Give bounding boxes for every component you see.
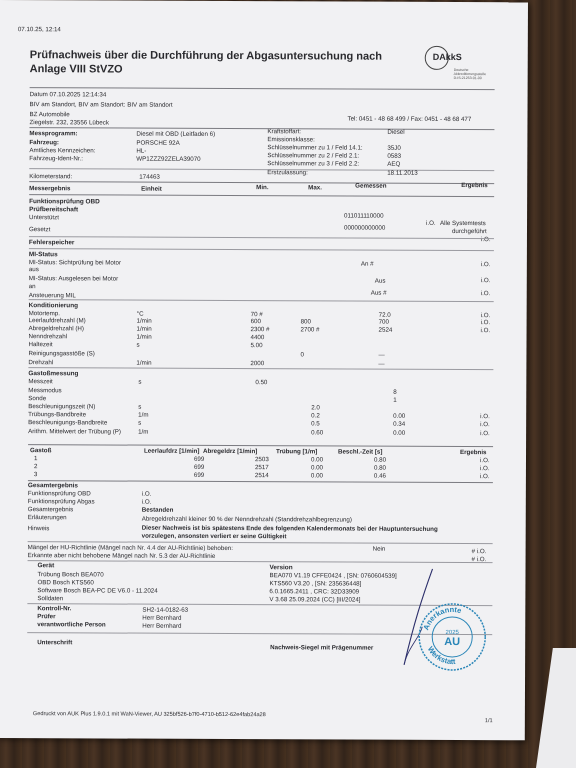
kond-row-min: 2300 # [250,326,270,334]
dakks-logo [425,46,487,80]
gas-row-name: Beschleunigungs-Bandbreite [28,419,108,427]
document-title-line1: Prüfnachweis über die Durchführung der Abgasuntersuchung nach [29,49,383,63]
company-phone: Tel: 0451 - 48 68 499 / Fax: 0451 - 48 68 477 [347,115,472,124]
ez-label: Erstzulassung: [267,169,308,177]
kond-row-value: 2524 [378,326,393,334]
s1-label: Schlüsselnummer zu 1 / Feld 14.1: [267,144,363,152]
gasstoss-cell: 2514 [254,472,269,480]
mil-row1-line1: MI-Status: Sichtprüfung bei Motor [28,259,122,267]
s1-value: 35J0 [387,144,401,152]
kond-row-min: 70 # [250,311,263,319]
gas-row-value: 0.00 [393,412,406,420]
company-address: Ziegelstr. 232, 23556 Lübeck [29,119,109,127]
gasstoss-cell: 0.00 [310,472,323,480]
maengel-offen-label: Erkannte aber nicht behobene Mängel nach Nr. 5.3 der AU-Richtlinie [27,552,216,560]
gasstoss-header-cell: Beschl.-Zeit [s] [338,448,383,456]
divider [29,168,494,171]
gesamt-abgas-value: i.O. [141,498,152,506]
mil-row1-value: An # [360,260,374,268]
gas-row-name: Sonde [28,395,47,403]
col-einheit: Einheit [141,185,162,193]
kond-row-result: i.O. [480,319,491,327]
divider [29,248,494,251]
mil-row2-result: i.O. [480,277,491,285]
kond-row-name: Drehzahl [28,359,54,367]
kond-row-value: — [378,351,385,359]
kond-row-max: 800 [300,318,311,326]
maengel-offen-result: # i.O. [471,556,487,564]
gas-row-result: i.O. [480,430,490,438]
gasstoss-cell: 3 [33,471,38,479]
obd-gesetzt-result: i.O. [480,236,491,244]
printed-by: Gedruckt von AUK Plus 1.9.0.1 mit WaN-Viewer, AU 325bf526-b7f0-4710-b512-62e4fab24a28 [32,711,266,719]
mil-section-title: MI-Status [28,251,58,259]
messprogramm-label: Messprogramm: [29,130,78,138]
fahrzeug-label: Fahrzeug: [29,139,59,147]
mil-row3-label: Ansteuerung MIL [28,292,76,300]
gas-row-value: 8 [393,388,397,396]
gasstoss-cell: 0.00 [310,464,324,472]
gas-row-result: i.O. [480,421,490,429]
siegel-label: Nachweis-Siegel mit Prägenummer [270,644,374,652]
gesamt-abgas-label: Funktionsprüfung Abgas [27,498,95,506]
erlaeuterungen-value: Abregeldrehzahl kleiner 90 % der Nenndrehzahl (Standdrehzahlbegrenzung) [141,515,352,524]
gas-row-name: Arithm. Mittelwert der Trübung (P) [28,428,121,436]
divider [29,194,494,197]
kond-row-max: 0 [300,351,304,359]
maengel-behoben-label: Mängel der HU-Richtlinie (Mängel nach Nr. 4.4 der AU-Richtlinie) behoben: [27,544,233,553]
gasstoss-header-cell: Abregeldrz [1/min] [203,447,258,456]
geraet-row-version: BEA070 V1.19 CFFE0424 , [SN: 0760604539] [269,572,397,580]
mil-row3-value: Aus # [370,289,387,297]
gasstoss-cell: 0.00 [310,456,324,464]
s2-label: Schlüsselnummer zu 2 / Feld 2.1: [267,152,360,160]
gesamt-section-title: Gesamtergebnis [27,482,78,490]
gas-row-value: 0.00 [393,429,406,437]
gas-row-value: 1 [393,396,397,404]
geraet-row-version: 6.0.1665.2411 , CRC: 32D33909 [269,588,360,596]
col-ergebnis: Ergebnis [461,182,488,190]
gasstoss-cell: 0.80 [373,464,387,472]
gas-row-name: Messmodus [28,387,62,395]
gas-row-max: 2.0 [311,404,320,412]
obd-unterstuetzt-result: i.O. [426,219,436,227]
divider [29,299,494,302]
ident-value: WP1ZZZ92ZELA39070 [136,155,201,163]
divider [29,127,494,130]
mil-row3-result: i.O. [480,290,491,298]
gasstoss-cell: i.O. [479,457,490,465]
obd-unterstuetzt-value: 011011110000 [344,212,384,220]
kond-row-name: Motortemp. [28,310,60,318]
col-gemessen: Gemessen [355,182,387,190]
gas-row-unit: s [138,403,142,411]
kond-row-min: 4400 [250,334,265,342]
verantw-value: Herr Bernhard [142,622,182,630]
seal-top-text: Anerkannte [421,604,463,632]
kond-row-result: i.O. [480,327,491,335]
gasstoss-header-cell: Gastoß [30,447,52,455]
gasstoss-header-cell: Ergebnis [460,449,487,457]
obd-gesetzt-label: Gesetzt [28,226,51,234]
gesamt-obd-value: i.O. [141,490,152,498]
maengel-behoben-result: # i.O. [471,548,487,556]
gasstoss-cell: 2 [33,463,38,471]
gasstoss-cell: i.O. [479,465,490,473]
obd-note-line2: durchgeführt [451,227,487,236]
kraftstoff-label: Kraftstoffart: [267,128,302,136]
obd-note-line1: Alle Systemtests [440,219,486,228]
fahrzeug-value: PORSCHE 92A [136,139,180,147]
print-timestamp: 07.10.25, 12:14 [17,26,61,34]
km-label: Kilometerstand: [29,173,73,181]
kond-row-unit: 1/min [136,333,152,341]
kond-row-name: Leerlaufdrehzahl (M) [28,317,86,325]
kond-row-value: 700 [378,318,389,326]
geraet-section-title: Gerät [37,562,55,570]
gasstoss-cell: 699 [193,463,205,471]
kontroll-nr-value: SH2-14-0182-63 [142,606,189,614]
gesamt-result-value: Bestanden [141,506,174,514]
ez-value: 18.11.2013 [387,169,418,177]
gas-section-title: Gastoßmessung [28,370,79,378]
gasstoss-header-cell: Trübung [1/m] [276,448,318,456]
pruefer-label: Prüfer [37,613,56,621]
gas-row-unit: 1/m [138,411,149,419]
hinweis-line1: Dieser Nachweis ist bis spätestens Ende des folgenden Kalendermonats bei der Hauptuntersuchung [141,524,438,533]
col-min: Min. [256,184,269,192]
hinweis-line2: vorzulegen, ansonsten verliert er seine Gültigkeit [141,532,287,541]
gasstoss-cell: 699 [193,455,205,463]
dakks-logo-text: DAkkS [432,51,462,63]
kond-row-min: 5.00 [250,342,263,350]
geraet-row-name: OBD Bosch KTS560 [37,579,94,587]
gas-row-unit: 1/m [138,428,149,436]
seal-year: 2025 [445,629,459,637]
geraet-row-name: Solldaten [37,595,64,603]
divider [29,236,494,239]
gas-row-unit: s [138,378,142,386]
seal-center: AU [444,635,461,649]
gasstoss-cell: i.O. [479,473,490,481]
kond-row-unit: s [136,341,140,349]
kontroll-nr-label: Kontroll-Nr. [37,605,72,613]
gasstoss-header-cell: Leerlaufdrz [1/min] [144,447,200,455]
obd-gesetzt-value: 000000000000 [343,224,386,232]
mil-row1-result: i.O. [480,261,491,269]
kond-row-value: — [378,360,385,368]
seal-bottom-text: Werkstatt [425,644,456,667]
obd-section-title: Funktionsprüfung OBD [29,198,100,206]
kond-row-value: 72.0 [378,311,391,319]
geraet-row-name: Trübung Bosch BEA070 [37,571,104,579]
gas-row-value: 0.34 [393,420,406,428]
gesamt-result-label: Gesamtergebnis [27,506,74,514]
s2-value: 0583 [387,152,402,160]
page-number: 1/1 [484,718,493,725]
company-name: BZ Automobile [29,111,70,119]
kond-row-unit: 1/min [136,317,152,325]
kond-section-title: Konditionierung [28,302,79,310]
s3-label: Schlüsselnummer zu 3 / Feld 2.2: [267,160,360,168]
gas-row-result: i.O. [480,413,490,421]
gesamt-obd-label: Funktionsprüfung OBD [27,490,91,498]
obd-unterstuetzt-label: Unterstützt [29,214,59,222]
kond-row-max: 2700 # [300,326,320,334]
gas-row-name: Messzeit [28,378,53,386]
obd-subtitle: Prüfbereitschaft [29,206,79,214]
gasstoss-cell: 1 [33,455,38,463]
col-max: Max. [308,184,322,192]
gas-row-name: Beschleunigungszeit (N) [28,403,96,411]
mil-row2-line2: an [28,283,36,291]
kond-row-min: 600 [250,318,261,326]
erlaeuterungen-label: Erläuterungen [27,514,67,522]
mil-row2-line1: MI-Status: Ausgelesen bei Motor [28,275,119,283]
geraet-row-name: Software Bosch BEA-PC DE V6.0 - 11.2024 [37,587,158,595]
emission-label: Emissionsklasse: [267,136,315,144]
kond-row-unit: 1/min [136,359,152,367]
hinweis-label: Hinweis [27,525,50,533]
gas-row-max: 0.2 [311,412,320,420]
divider [28,367,493,370]
svg-text:Anerkannte [421,605,462,632]
gas-row-name: Trübungs-Bandbreite [28,411,87,419]
gas-row-min: 0.50 [255,379,268,387]
mil-row1-line2: aus [28,266,39,274]
verantw-label: verantwortliche Person [37,621,106,629]
fehlerspeicher-title: Fehlerspeicher [28,239,75,247]
kond-row-min: 2000 [250,360,265,368]
km-value: 174463 [139,173,160,181]
geraet-row-version: KTS560 V3.20 , [SN: 235636448] [269,580,362,588]
messprogramm-value: Diesel mit OBD (Leitfaden 6) [136,130,216,138]
kond-row-unit: °C [136,310,144,318]
kond-row-unit: 1/min [136,325,152,333]
kennzeichen-value: HL- [136,147,147,155]
document-title-line2: Anlage VIII StVZO [29,63,123,76]
mil-row2-value: Aus [374,277,386,285]
au-workshop-seal [417,602,487,672]
kennzeichen-label: Amtliches Kennzeichen: [29,147,96,155]
kond-row-name: Nenndrehzahl [28,333,68,341]
kond-row-name: Reinigungsgasstöße (S) [28,350,95,358]
kond-row-result: i.O. [480,312,491,320]
unterschrift-label: Unterschrift [37,639,73,647]
version-section-title: Version [269,564,293,572]
kraftstoff-value: Diesel [387,128,405,136]
divider [30,87,495,90]
maengel-behoben-value: Nein [372,545,386,553]
gasstoss-cell: 0.80 [373,456,387,464]
col-messergebnis: Messergebnis [29,185,71,193]
gas-row-max: 0.5 [311,420,320,428]
kond-row-name: Haltezeit [28,341,53,349]
gasstoss-cell: 2517 [254,464,269,472]
divider [28,480,493,483]
geraet-row-version: V 3.68 25.09.2024 (CC) [III/2024] [269,596,361,604]
divider [28,560,493,563]
pruefer-value: Herr Bernhard [142,614,182,622]
ident-label: Fahrzeug-Ident-Nr.: [29,155,83,163]
gasstoss-cell: 699 [193,471,205,479]
dakks-logo-subtext: Deutsche Akkreditierungsstelle D-IS-21253-01-00 [453,67,486,81]
kond-row-name: Abregeldrehzahl (H) [28,325,84,333]
location: BIV am Standort, BIV am Standort: BIV am Standort [29,101,173,109]
divider [28,444,493,447]
gasstoss-cell: 0.46 [373,472,386,480]
datum: Datum 07.10.2025 12:14:34 [29,91,107,99]
gas-row-max: 0.60 [311,429,324,437]
s3-value: AEQ [387,160,401,168]
gas-row-unit: s [138,419,142,427]
gasstoss-cell: 2503 [254,456,269,464]
